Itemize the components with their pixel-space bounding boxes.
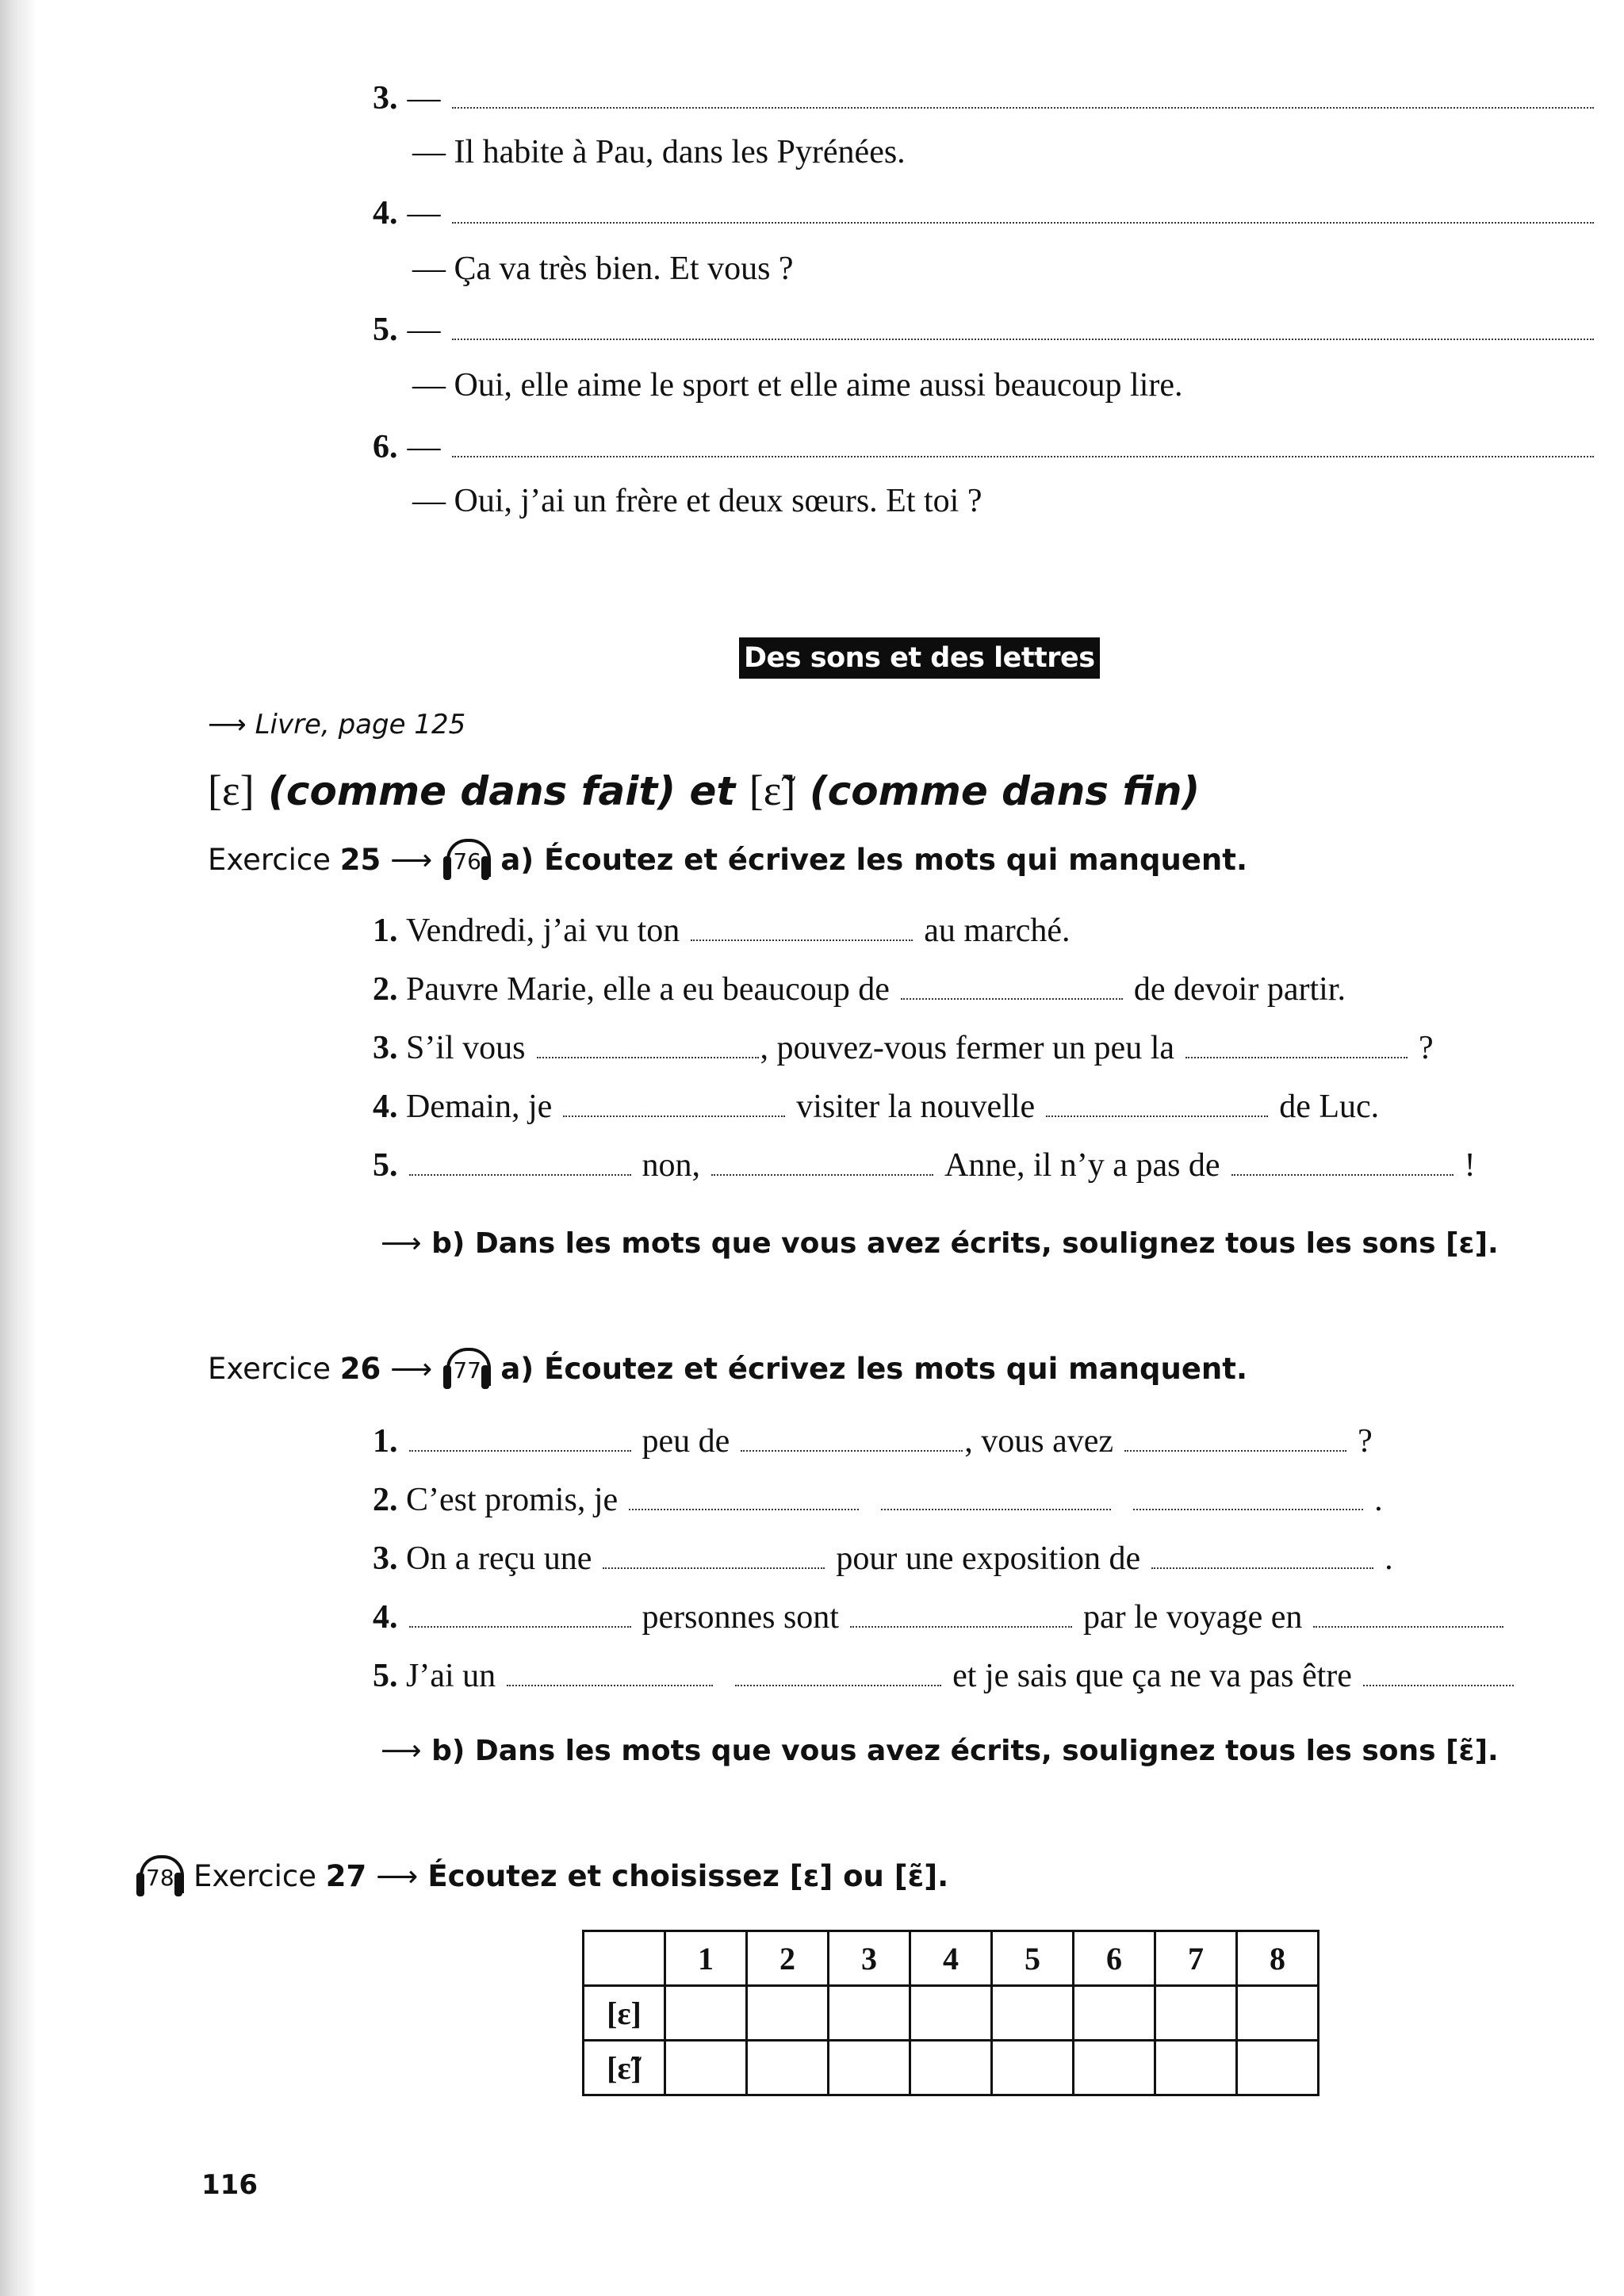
grid-column-header: 6 bbox=[1074, 1931, 1155, 1986]
exercise-26-header: Exercice 26 ⟶ 77 a) Écoutez et écrivez les mots qui manquent. bbox=[208, 1348, 1247, 1389]
arrow-icon: ⟶ bbox=[381, 1735, 422, 1767]
dialog-answer-3: — Il habite à Pau, dans les Pyrénées. bbox=[412, 134, 906, 170]
grid-check-cell[interactable] bbox=[747, 2041, 829, 2095]
answer-blank[interactable] bbox=[537, 1056, 759, 1058]
answer-blank[interactable] bbox=[881, 1508, 1111, 1510]
dialog-answer-5: — Oui, elle aime le sport et elle aime aussi beaucoup lire. bbox=[412, 367, 1183, 404]
grid-check-cell[interactable] bbox=[1237, 1986, 1319, 2041]
grid-column-header: 7 bbox=[1155, 1931, 1237, 1986]
answer-blank[interactable] bbox=[1231, 1173, 1454, 1176]
answer-blank[interactable] bbox=[741, 1449, 963, 1452]
answer-blank[interactable] bbox=[1185, 1056, 1408, 1058]
arrow-icon: ⟶ bbox=[390, 1351, 433, 1386]
audio-track-icon[interactable]: 76 bbox=[442, 839, 491, 880]
answer-blank[interactable] bbox=[850, 1625, 1072, 1628]
answer-blank[interactable] bbox=[452, 106, 1594, 109]
grid-row-e-nasal bbox=[584, 2041, 1319, 2095]
grid-column-header: 1 bbox=[665, 1931, 747, 1986]
answer-blank[interactable] bbox=[1151, 1567, 1373, 1569]
grid-check-cell[interactable] bbox=[1074, 2041, 1155, 2095]
answer-blank[interactable] bbox=[735, 1684, 941, 1686]
ex25-line-3: 3. S’il vous , pouvez-vous fermer un peu la ? bbox=[373, 1030, 1434, 1066]
answer-blank[interactable] bbox=[409, 1173, 631, 1176]
arrow-icon: ⟶ bbox=[390, 842, 433, 877]
answer-blank[interactable] bbox=[901, 997, 1123, 1000]
answer-grid bbox=[582, 1930, 1320, 2096]
grid-check-cell[interactable] bbox=[910, 2041, 992, 2095]
ex26-line-4: 4. personnes sont par le voyage en bbox=[373, 1598, 1503, 1636]
dialog-line-3: 3. — bbox=[373, 79, 1605, 117]
grid-check-cell[interactable] bbox=[747, 1986, 829, 2041]
dialog-line-6: 6. — bbox=[373, 428, 1605, 466]
grid-check-cell[interactable] bbox=[1155, 1986, 1237, 2041]
exercise-27-header: 78 Exercice 27 ⟶ Écoutez et choisissez [ε] ou [ɛ̃]. bbox=[135, 1855, 948, 1896]
exercise-25-header: Exercice 25 ⟶ 76 a) Écoutez et écrivez les mots qui manquent. bbox=[208, 839, 1247, 880]
ex25-line-1: 1. Vendredi, j’ai vu ton au marché. bbox=[373, 913, 1071, 949]
ex25-line-5: 5. non, Anne, il n’y a pas de ! bbox=[373, 1147, 1476, 1184]
grid-row-header: [ε] bbox=[584, 1986, 665, 2041]
page-number: 116 bbox=[201, 2169, 258, 2201]
dialog-answer-4: — Ça va très bien. Et vous ? bbox=[412, 251, 794, 287]
lesson-heading: [ε] (comme dans fait) et [ɛ̃] (comme dans fin) bbox=[208, 767, 1201, 814]
answer-blank[interactable] bbox=[409, 1625, 631, 1628]
grid-column-header: 2 bbox=[747, 1931, 829, 1986]
book-spine-shadow bbox=[0, 0, 36, 2296]
dialog-answer-6: — Oui, j’ai un frère et deux sœurs. Et toi ? bbox=[412, 483, 982, 519]
answer-blank[interactable] bbox=[711, 1173, 933, 1176]
answer-blank[interactable] bbox=[1133, 1508, 1363, 1510]
ex26-line-1: 1. peu de , vous avez ? bbox=[373, 1423, 1373, 1460]
grid-corner-cell bbox=[584, 1931, 665, 1986]
answer-blank[interactable] bbox=[1313, 1625, 1503, 1628]
grid-check-cell[interactable] bbox=[992, 1986, 1074, 2041]
dialog-line-4: 4. — bbox=[373, 194, 1605, 232]
answer-blank[interactable] bbox=[452, 455, 1594, 457]
answer-blank[interactable] bbox=[507, 1684, 713, 1686]
grid-check-cell[interactable] bbox=[1237, 2041, 1319, 2095]
grid-column-header: 5 bbox=[992, 1931, 1074, 1986]
answer-blank[interactable] bbox=[1363, 1684, 1514, 1686]
grid-row-e-open bbox=[584, 1986, 1319, 2041]
grid-check-cell[interactable] bbox=[1155, 2041, 1237, 2095]
section-title: Des sons et des lettres bbox=[739, 637, 1100, 679]
answer-blank[interactable] bbox=[409, 1449, 631, 1452]
grid-column-header: 4 bbox=[910, 1931, 992, 1986]
answer-blank[interactable] bbox=[603, 1567, 825, 1569]
answer-blank[interactable] bbox=[691, 939, 913, 941]
answer-blank[interactable] bbox=[452, 338, 1594, 340]
grid-check-cell[interactable] bbox=[829, 1986, 910, 2041]
answer-blank[interactable] bbox=[629, 1508, 859, 1510]
grid-check-cell[interactable] bbox=[829, 2041, 910, 2095]
ex26-line-3: 3. On a reçu une pour une exposition de . bbox=[373, 1540, 1393, 1577]
ex25-line-4: 4. Demain, je visiter la nouvelle de Luc. bbox=[373, 1089, 1380, 1125]
answer-blank[interactable] bbox=[452, 221, 1594, 224]
grid-column-header: 8 bbox=[1237, 1931, 1319, 1986]
audio-track-icon[interactable]: 77 bbox=[442, 1348, 491, 1389]
ex25-line-2: 2. Pauvre Marie, elle a eu beaucoup de de devoir partir. bbox=[373, 971, 1346, 1008]
grid-column-header: 3 bbox=[829, 1931, 910, 1986]
grid-check-cell[interactable] bbox=[665, 2041, 747, 2095]
answer-blank[interactable] bbox=[1046, 1115, 1268, 1117]
grid-header-row bbox=[584, 1931, 1319, 1986]
arrow-icon: ⟶ bbox=[208, 709, 247, 740]
ex25-part-b: ⟶ b) Dans les mots que vous avez écrits, soulignez tous les sons [ε]. bbox=[381, 1227, 1499, 1260]
arrow-icon: ⟶ bbox=[381, 1227, 422, 1260]
dialog-line-5: 5. — bbox=[373, 311, 1605, 349]
book-reference: ⟶ Livre, page 125 bbox=[208, 709, 466, 740]
answer-blank[interactable] bbox=[1124, 1449, 1346, 1452]
ex26-part-b: ⟶ b) Dans les mots que vous avez écrits, soulignez tous les sons [ɛ̃]. bbox=[381, 1735, 1499, 1767]
arrow-icon: ⟶ bbox=[376, 1858, 419, 1893]
answer-blank[interactable] bbox=[563, 1115, 785, 1117]
audio-track-icon[interactable]: 78 bbox=[135, 1855, 184, 1896]
grid-row-header: [ɛ̃] bbox=[584, 2041, 665, 2095]
grid-check-cell[interactable] bbox=[1074, 1986, 1155, 2041]
ex26-line-2: 2. C’est promis, je . bbox=[373, 1482, 1383, 1518]
grid-check-cell[interactable] bbox=[665, 1986, 747, 2041]
grid-check-cell[interactable] bbox=[992, 2041, 1074, 2095]
ex26-line-5: 5. J’ai un et je sais que ça ne va pas être bbox=[373, 1657, 1514, 1695]
grid-check-cell[interactable] bbox=[910, 1986, 992, 2041]
